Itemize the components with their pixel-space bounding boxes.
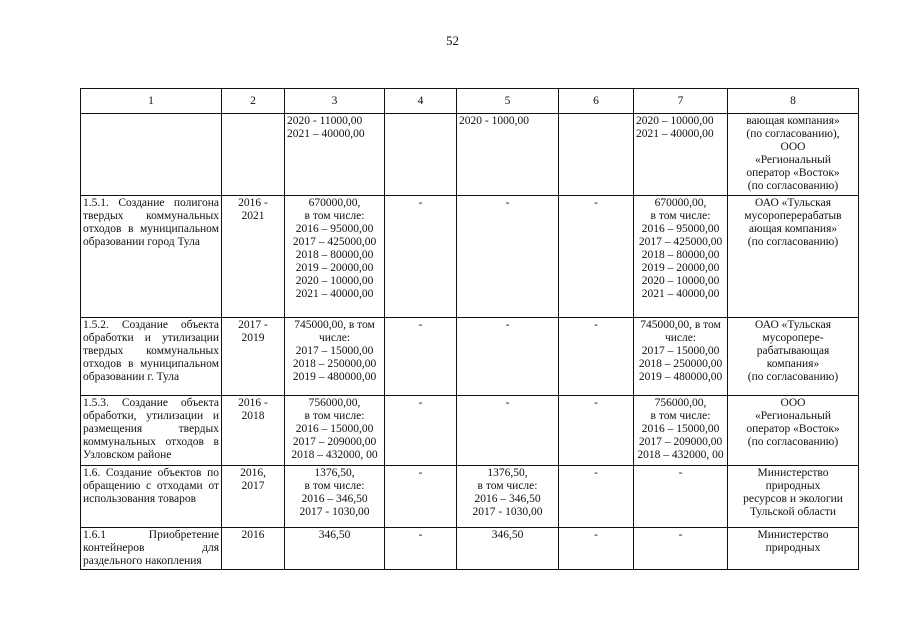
cell-col-7-line: 756000,00, [654, 397, 707, 409]
cell-col-7-line: 2020 – 10000,00 [636, 115, 714, 127]
cell-col-7-line: 2017 – 15000,00 [641, 345, 720, 357]
cell-total-funding-lines [287, 319, 382, 384]
cell-col-7-line: 2021 – 40000,00 [641, 288, 720, 300]
header-col-7: 7 [634, 89, 728, 114]
cell-col-5-lines [459, 197, 556, 210]
cell-col-4: - [385, 466, 457, 528]
header-col-5: 5 [457, 89, 559, 114]
cell-executor-lines [730, 197, 856, 249]
cell-total-funding-line: 2018 – 250000,00 [292, 358, 377, 370]
cell-total-funding-line: 670000,00, [308, 197, 361, 209]
cell-years-line: 2016, [240, 467, 266, 479]
cell-col-7 [634, 196, 728, 318]
header-col-2: 2 [222, 89, 285, 114]
cell-executor-line: Министерство [757, 529, 829, 541]
cell-col-7-line: 2021 – 40000,00 [636, 128, 714, 140]
table-row [81, 196, 859, 318]
cell-executor [728, 466, 859, 528]
cell-col-6: - [559, 396, 634, 466]
cell-col-5-line: в том числе: [477, 480, 538, 492]
cell-executor-line: природных [765, 480, 821, 492]
table-row [81, 318, 859, 396]
cell-executor-line: ресурсов и экологии [743, 493, 843, 505]
cell-col-7-line: 2019 – 480000,00 [638, 371, 723, 383]
cell-total-funding-line: 2019 – 480000,00 [292, 371, 377, 383]
cell-col-5-line: - [505, 197, 510, 209]
cell-executor-lines [730, 115, 856, 193]
cell-years-line: 2016 [241, 529, 265, 541]
cell-col-7 [634, 114, 728, 196]
cell-executor-lines [730, 397, 856, 449]
cell-col-7-lines [636, 197, 725, 301]
cell-years [222, 318, 285, 396]
cell-executor-line: компания» [766, 358, 820, 370]
cell-executor [728, 196, 859, 318]
cell-executor-line: мусоропере- [762, 332, 824, 344]
cell-years-line: 2017 [241, 480, 265, 492]
cell-col-5-line: 1376,50, [487, 467, 528, 479]
cell-col-5 [457, 528, 559, 570]
cell-total-funding-line: 2016 – 346,50 [301, 493, 368, 505]
cell-executor [728, 396, 859, 466]
cell-col-5-line: 346,50 [491, 529, 524, 541]
page-number: 52 [446, 33, 459, 48]
cell-col-5-line: 2016 – 346,50 [474, 493, 541, 505]
cell-executor-line: ОАО «Тульская [755, 197, 831, 209]
header-col-6: 6 [559, 89, 634, 114]
cell-col-7-lines [636, 397, 725, 462]
cell-years [222, 466, 285, 528]
cell-executor-line: Тульской области [749, 506, 836, 518]
cell-total-funding-line: 2016 – 95000,00 [295, 223, 374, 235]
cell-col-7-line: 2016 – 95000,00 [641, 223, 720, 235]
cell-total-funding-lines [287, 529, 382, 542]
cell-col-5 [457, 196, 559, 318]
cell-executor-line: (по согласованию) [747, 236, 839, 248]
cell-measure-name: 1.5.1. Создание полигона твердых коммунальных отходов в муниципальном образовании город Тула [81, 196, 222, 318]
cell-years-line: 2016 - [238, 397, 268, 409]
cell-years-line: 2019 [241, 332, 265, 344]
cell-years-lines [224, 529, 282, 542]
cell-total-funding-line: 2020 - 11000,00 [287, 115, 363, 127]
cell-executor-lines [730, 319, 856, 384]
cell-executor-line: (по согласованию), [746, 128, 840, 140]
cell-years [222, 114, 285, 196]
cell-col-5 [457, 466, 559, 528]
cell-total-funding-line: 2019 – 20000,00 [295, 262, 374, 274]
cell-total-funding-lines [287, 197, 382, 301]
cell-total-funding-line: 2018 – 432000, 00 [291, 449, 378, 461]
cell-executor-line: «Региональный [754, 154, 832, 166]
cell-executor-line: ООО [780, 141, 806, 153]
cell-col-4: - [385, 396, 457, 466]
cell-years-lines [224, 319, 282, 345]
header-col-1: 1 [81, 89, 222, 114]
cell-total-funding-lines [287, 397, 382, 462]
cell-total-funding [285, 466, 385, 528]
cell-total-funding [285, 196, 385, 318]
cell-col-7-line: 745000,00, в том [640, 319, 721, 331]
cell-col-5-line: - [505, 319, 510, 331]
cell-total-funding-line: в том числе: [304, 210, 365, 222]
cell-col-7-lines [636, 319, 725, 384]
cell-measure-name: 1.6. Создание объектов по обращению с отходами от использования товаров [81, 466, 222, 528]
cell-col-5 [457, 396, 559, 466]
cell-col-5-lines [459, 397, 556, 410]
cell-col-7-line: 2016 – 15000,00 [641, 423, 720, 435]
cell-total-funding-line: числе: [318, 332, 351, 344]
cell-years-line: 2016 - [238, 197, 268, 209]
cell-measure-name [81, 114, 222, 196]
cell-col-7-line: числе: [664, 332, 697, 344]
cell-total-funding-line: 2017 – 209000,00 [292, 436, 377, 448]
cell-col-7-line: 2019 – 20000,00 [641, 262, 720, 274]
cell-col-4 [385, 114, 457, 196]
cell-col-5-lines [459, 467, 556, 519]
cell-total-funding-line: в том числе: [304, 410, 365, 422]
cell-total-funding-line: 2020 – 10000,00 [295, 275, 374, 287]
cell-col-7-lines [636, 467, 725, 480]
cell-executor [728, 114, 859, 196]
cell-executor-line: мусороперерабатыв [744, 210, 842, 222]
header-col-3: 3 [285, 89, 385, 114]
table-row [81, 528, 859, 570]
cell-years [222, 396, 285, 466]
cell-total-funding [285, 528, 385, 570]
table-row [81, 114, 859, 196]
cell-executor-lines [730, 467, 856, 519]
cell-col-7-line: 2018 – 432000, 00 [637, 449, 724, 461]
cell-col-7-line: - [678, 467, 683, 479]
cell-total-funding-line: 2018 – 80000,00 [295, 249, 374, 261]
cell-executor-line: «Региональный [754, 410, 832, 422]
cell-col-7-line: 2017 – 209000,00 [638, 436, 723, 448]
cell-total-funding-line: 1376,50, [314, 467, 355, 479]
cell-col-7 [634, 466, 728, 528]
table-body [81, 114, 859, 570]
cell-executor-lines [730, 529, 856, 555]
budget-table [80, 88, 859, 570]
cell-executor-line: (по согласованию) [747, 371, 839, 383]
cell-executor-line: природных [765, 542, 821, 554]
cell-years [222, 528, 285, 570]
cell-col-6: - [559, 196, 634, 318]
cell-years-lines [224, 397, 282, 423]
cell-executor-line: ающая компания» [748, 223, 838, 235]
cell-years-line: 2017 - [238, 319, 268, 331]
cell-col-5-line: - [505, 397, 510, 409]
cell-executor [728, 528, 859, 570]
cell-total-funding [285, 114, 385, 196]
cell-col-5-lines [459, 529, 556, 542]
cell-executor [728, 318, 859, 396]
cell-col-7 [634, 396, 728, 466]
cell-executor-line: вающая компания» [746, 115, 840, 127]
header-col-8: 8 [728, 89, 859, 114]
cell-total-funding [285, 396, 385, 466]
cell-executor-line: Министерство [757, 467, 829, 479]
cell-col-7-line: - [678, 529, 683, 541]
cell-total-funding-lines [287, 467, 382, 519]
cell-col-7-line: 2018 – 250000,00 [638, 358, 723, 370]
table-row [81, 466, 859, 528]
cell-total-funding-line: 2016 – 15000,00 [295, 423, 374, 435]
header-col-4: 4 [385, 89, 457, 114]
cell-years [222, 196, 285, 318]
cell-executor-line: рабатывающая [756, 345, 830, 357]
cell-col-7-line: в том числе: [650, 210, 711, 222]
cell-col-5 [457, 318, 559, 396]
cell-total-funding-line: 2021 – 40000,00 [287, 128, 365, 140]
cell-col-4: - [385, 528, 457, 570]
cell-years-lines [224, 467, 282, 493]
cell-total-funding-line: 2017 – 425000,00 [292, 236, 377, 248]
cell-col-6: - [559, 528, 634, 570]
cell-col-7-line: 670000,00, [654, 197, 707, 209]
cell-executor-line: ОАО «Тульская [755, 319, 831, 331]
cell-col-7 [634, 318, 728, 396]
cell-col-6: - [559, 318, 634, 396]
cell-col-7-line: в том числе: [650, 410, 711, 422]
cell-col-5-line: 2017 - 1030,00 [472, 506, 543, 518]
cell-col-7-lines [636, 529, 725, 542]
cell-col-6: - [559, 466, 634, 528]
cell-measure-name: 1.5.3. Создание объекта обработки, утилизации и размещения твердых коммунальных отходов в Узловском районе [81, 396, 222, 466]
header-row [81, 89, 859, 114]
cell-col-5 [457, 114, 559, 196]
cell-col-4: - [385, 318, 457, 396]
cell-years-line: 2018 [241, 410, 265, 422]
cell-executor-line: ООО [780, 397, 806, 409]
cell-col-7-line: 2018 – 80000,00 [641, 249, 720, 261]
cell-total-funding-line: 2017 - 1030,00 [299, 506, 370, 518]
cell-col-7-line: 2017 – 425000,00 [638, 236, 723, 248]
cell-executor-line: (по согласованию) [747, 436, 839, 448]
cell-executor-line: оператор «Восток» [746, 423, 840, 435]
cell-total-funding-line: 745000,00, в том [294, 319, 375, 331]
cell-executor-line: (по согласованию) [747, 180, 839, 192]
cell-col-5-lines [459, 115, 556, 128]
cell-col-6 [559, 114, 634, 196]
cell-measure-name: 1.6.1 Приобретение контейнеров для раздельного накопления [81, 528, 222, 570]
cell-years-lines [224, 197, 282, 223]
cell-total-funding-line: 346,50 [318, 529, 351, 541]
cell-col-5-lines [459, 319, 556, 332]
table-row [81, 396, 859, 466]
cell-total-funding-line: в том числе: [304, 480, 365, 492]
cell-col-7-lines [636, 115, 725, 141]
cell-executor-line: оператор «Восток» [746, 167, 840, 179]
cell-total-funding-line: 756000,00, [308, 397, 361, 409]
cell-total-funding [285, 318, 385, 396]
cell-col-7 [634, 528, 728, 570]
cell-years-line: 2021 [241, 210, 265, 222]
cell-col-5-line: 2020 - 1000,00 [459, 115, 529, 127]
cell-total-funding-line: 2021 – 40000,00 [295, 288, 374, 300]
cell-total-funding-line: 2017 – 15000,00 [295, 345, 374, 357]
cell-col-4: - [385, 196, 457, 318]
cell-col-7-line: 2020 – 10000,00 [641, 275, 720, 287]
cell-measure-name: 1.5.2. Создание объекта обработки и утилизации твердых коммунальных отходов в муниципальном образовании г. Тула [81, 318, 222, 396]
cell-total-funding-lines [287, 115, 382, 141]
